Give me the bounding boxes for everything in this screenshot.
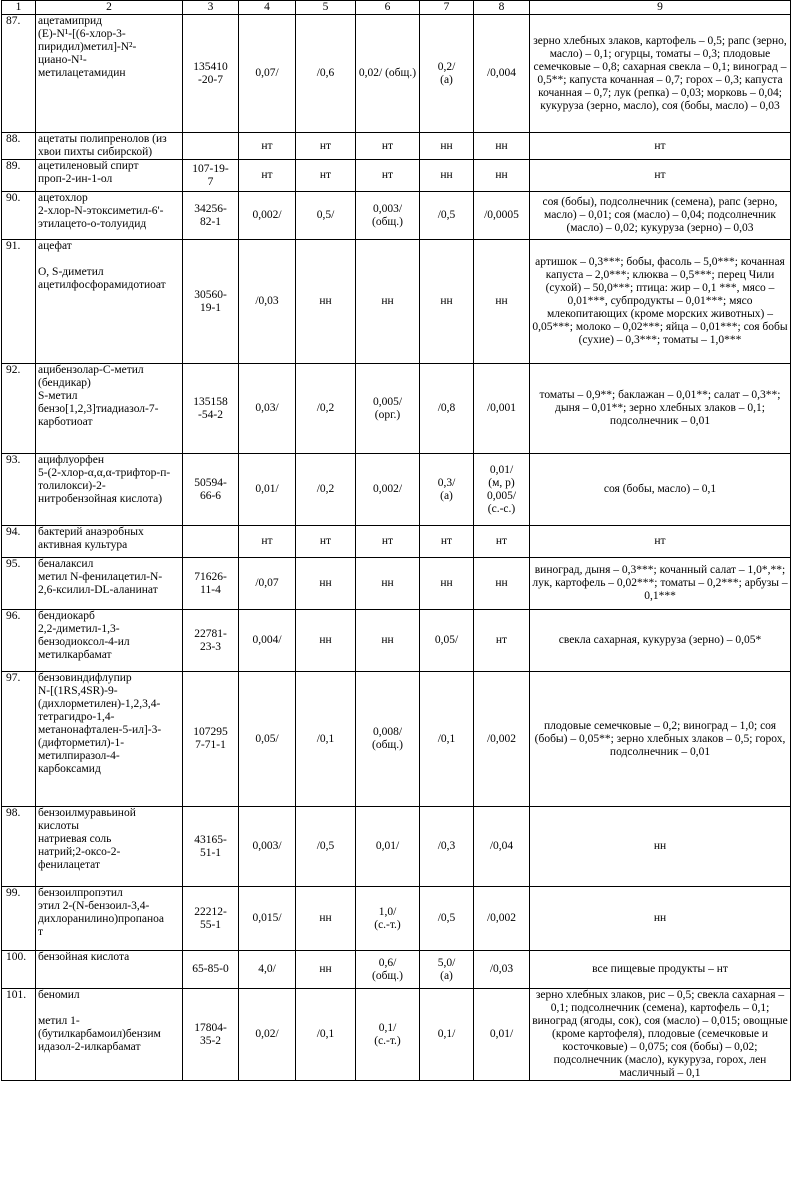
- residue-limits: все пищевые продукты – нт: [592, 963, 728, 975]
- substance-name-cell: [36, 133, 183, 160]
- value-col6-cell: [356, 672, 420, 807]
- row-number-cell: [2, 807, 36, 887]
- cas-number-cell: [183, 160, 239, 192]
- value-col4-cell: [239, 558, 296, 610]
- value-col8: /0,004: [486, 67, 517, 79]
- cas-number: 17804- 35-2: [194, 1021, 227, 1047]
- substance-name: ацифлуорфен 5-(2-хлор-α,α,α-трифтор-п- толилокси)-2- нитробензойная кислота): [38, 454, 171, 505]
- regulation-table: [1, 0, 791, 1081]
- cas-number: 71626- 11-4: [194, 570, 227, 596]
- value-col4: 0,004/: [252, 634, 282, 646]
- cas-number: 135410 -20-7: [193, 60, 228, 86]
- residue-limits: зерно хлебных злаков, картофель – 0,5; рапс (зерно, масло) – 0,1; огурцы, томаты – 0,3; плодовые семечковые – 0,8; сахарная свекла – 0,1; виноград – 0,5**; капуста кочанная – 0,7; горох – 0,3; капуста кочанная – 0,7; лук (репка) – 0,03; морковь – 0,04; кукуруза (зерно, масло), соя (бобы, масло) – 0,03: [533, 34, 787, 112]
- substance-name-cell: [36, 526, 183, 558]
- table-row: [2, 989, 791, 1081]
- value-col5-cell: [296, 887, 356, 951]
- value-col5: нт: [319, 169, 332, 181]
- value-col8: 0,01/: [489, 1028, 514, 1040]
- value-col7: 0,05/: [434, 634, 459, 646]
- cas-number-cell: [183, 989, 239, 1081]
- value-col5-cell: [296, 192, 356, 240]
- value-col6-cell: [356, 887, 420, 951]
- value-col7: /0,3: [437, 840, 456, 852]
- value-col5-cell: [296, 672, 356, 807]
- value-col8-cell: [474, 951, 530, 989]
- value-col4-cell: [239, 807, 296, 887]
- row-number: 98.: [6, 807, 21, 819]
- substance-name: беномил метил 1- (бутилкарбамоил)бензим идазол-2-илкарбамат: [38, 989, 161, 1053]
- value-col7: нт: [440, 535, 453, 547]
- value-col8: /0,001: [486, 402, 517, 414]
- value-col7: нн: [440, 577, 453, 589]
- cas-number: 107295 7-71-1: [193, 726, 228, 751]
- value-col4-cell: [239, 951, 296, 989]
- value-col6: 0,1/ (с.-т.): [374, 1021, 401, 1047]
- row-number-cell: [2, 133, 36, 160]
- value-col8: нт: [495, 634, 508, 646]
- substance-name-cell: [36, 160, 183, 192]
- value-col6-cell: [356, 240, 420, 364]
- value-col4: 0,015/: [252, 912, 282, 924]
- table-row: [2, 364, 791, 454]
- value-col5: /0,2: [316, 483, 335, 495]
- value-col4: 0,01/: [255, 483, 279, 495]
- value-col7: 0,2/ (а): [437, 60, 456, 86]
- residue-limits: нт: [654, 139, 666, 152]
- residue-limits-cell: [530, 526, 791, 558]
- value-col5: /0,1: [316, 732, 335, 745]
- row-number-cell: [2, 364, 36, 454]
- value-col4-cell: [239, 160, 296, 192]
- substance-name: ацетохлор 2-хлор-N-этоксиметил-6'- этилацето-о-толуидид: [38, 192, 164, 230]
- residue-limits: свекла сахарная, кукуруза (зерно) – 0,05*: [558, 634, 762, 646]
- row-number-cell: [2, 526, 36, 558]
- value-col7-cell: [420, 951, 474, 989]
- column-header: 2: [36, 1, 183, 15]
- value-col5-cell: [296, 454, 356, 526]
- substance-name-cell: [36, 364, 183, 454]
- substance-name-cell: [36, 951, 183, 989]
- value-col5: 0,5/: [316, 209, 335, 221]
- residue-limits: виноград, дыня – 0,3***; кочанный салат – 1,0*,**; лук, картофель – 0,02***; томаты – 0,2***; арбузы – 0,1***: [532, 564, 788, 602]
- value-col6-cell: [356, 526, 420, 558]
- value-col6-cell: [356, 951, 420, 989]
- value-col4: 4,0/: [258, 963, 276, 975]
- cas-number: 22781- 23-3: [194, 627, 227, 653]
- cas-number: 30560- 19-1: [194, 288, 227, 314]
- row-number: 91.: [6, 240, 21, 252]
- cas-number: 22212- 55-1: [194, 905, 227, 931]
- row-number: 90.: [6, 192, 21, 204]
- value-col8: 0,01/ (м, р) 0,005/ (с.-с.): [486, 463, 517, 515]
- value-col8-cell: [474, 526, 530, 558]
- value-col5: нн: [319, 577, 332, 589]
- table-row: [2, 526, 791, 558]
- value-col7-cell: [420, 192, 474, 240]
- value-col7: /0,5: [437, 912, 456, 924]
- table-row: [2, 610, 791, 672]
- column-header: 8: [474, 1, 530, 15]
- value-col5: /0,6: [316, 67, 335, 79]
- value-col7-cell: [420, 364, 474, 454]
- value-col4: 0,05/: [255, 732, 279, 745]
- value-col8-cell: [474, 454, 530, 526]
- value-col8-cell: [474, 989, 530, 1081]
- substance-name: бензоилмуравьиной кислоты натриевая соль натрий;2-оксо-2- фенилацетат: [38, 807, 136, 871]
- value-col4-cell: [239, 526, 296, 558]
- value-col6: 1,0/ (с.-т.): [374, 905, 401, 931]
- value-col4: /0,07: [255, 577, 279, 589]
- value-col8: нн: [495, 169, 508, 181]
- value-col6-cell: [356, 160, 420, 192]
- value-col6-cell: [356, 192, 420, 240]
- column-header: 6: [356, 1, 420, 15]
- value-col7-cell: [420, 989, 474, 1081]
- residue-limits: артишок – 0,3***; бобы, фасоль – 5,0***; кочанная капуста – 2,0***; клюква – 0,5***; перец Чили (сухой) – 50,0***; птица: жир – 0,1 ***, мясо – 0,01***, субпродукты – 0,01***; мясо млекопитающих (кроме морских животных) – 0,05***; молоко – 0,02***; яйца – 0,01***; соя бобы (сухие) – 0,3***; томаты – 1,0***: [532, 256, 788, 346]
- value-col6: 0,01/: [375, 840, 400, 852]
- cas-number-cell: [183, 672, 239, 807]
- residue-limits-cell: [530, 240, 791, 364]
- value-col4: нт: [261, 535, 273, 547]
- value-col7-cell: [420, 526, 474, 558]
- value-col4: 0,02/: [255, 1028, 279, 1040]
- value-col6-cell: [356, 454, 420, 526]
- row-number-cell: [2, 558, 36, 610]
- cas-number-cell: [183, 887, 239, 951]
- value-col8-cell: [474, 672, 530, 807]
- value-col7: 5,0/ (а): [437, 956, 456, 982]
- table-row: [2, 15, 791, 133]
- row-number-cell: [2, 989, 36, 1081]
- value-col6: 0,02/ (общ.): [358, 67, 417, 79]
- value-col6-cell: [356, 15, 420, 133]
- value-col7-cell: [420, 887, 474, 951]
- substance-name-cell: [36, 672, 183, 807]
- value-col5-cell: [296, 160, 356, 192]
- value-col8-cell: [474, 610, 530, 672]
- value-col5: нн: [319, 963, 332, 975]
- substance-name: ацефат O, S-диметил ацетилфосфорамидотиоат: [38, 240, 166, 291]
- value-col4: /0,03: [255, 295, 279, 307]
- column-header: 1: [2, 1, 36, 15]
- value-col8-cell: [474, 240, 530, 364]
- value-col8-cell: [474, 192, 530, 240]
- table-row: [2, 240, 791, 364]
- cas-number-cell: [183, 454, 239, 526]
- value-col5: /0,2: [316, 402, 335, 414]
- residue-limits-cell: [530, 454, 791, 526]
- substance-name-cell: [36, 558, 183, 610]
- row-number: 93.: [6, 454, 21, 466]
- substance-name-cell: [36, 989, 183, 1081]
- header-row: [2, 1, 791, 15]
- value-col8-cell: [474, 133, 530, 160]
- value-col4: нт: [261, 139, 273, 152]
- value-col7: 0,3/ (а): [437, 476, 456, 502]
- value-col7-cell: [420, 558, 474, 610]
- value-col6-cell: [356, 558, 420, 610]
- value-col4: 0,03/: [255, 402, 279, 414]
- cas-number-cell: [183, 133, 239, 160]
- residue-limits-cell: [530, 558, 791, 610]
- value-col4-cell: [239, 454, 296, 526]
- value-col5: нн: [319, 295, 332, 307]
- residue-limits-cell: [530, 192, 791, 240]
- row-number-cell: [2, 454, 36, 526]
- value-col4: 0,003/: [252, 840, 282, 852]
- row-number: 95.: [6, 558, 21, 570]
- value-col7: /0,1: [437, 732, 456, 745]
- value-col6-cell: [356, 133, 420, 160]
- residue-limits-cell: [530, 133, 791, 160]
- residue-limits-cell: [530, 951, 791, 989]
- value-col8: /0,04: [489, 840, 514, 852]
- value-col8-cell: [474, 558, 530, 610]
- value-col6: нн: [381, 577, 394, 589]
- value-col8: /0,002: [486, 912, 517, 924]
- substance-name: бензовиндифлупир N-[(1RS,4SR)-9- (дихлорметилен)-1,2,3,4- тетрагидро-1,4- метанонафтален-5-ил]-3- (дифторметил)-1- метилпиразол-4- карбоксамид: [38, 672, 162, 775]
- residue-limits: зерно хлебных злаков, рис – 0,5; свекла сахарная – 0,1; подсолнечник (семена), картофель – 0,1; виноград (ягоды, сок), соя (масло) – 0,015; овощные (кроме картофеля), плодовые (семечковые и косточковые) – 0,075; соя (бобы) – 0,02; подсолнечник (масло), кукуруза, горох, лен масличный – 0,1: [532, 989, 788, 1079]
- value-col6-cell: [356, 989, 420, 1081]
- value-col7-cell: [420, 807, 474, 887]
- substance-name: бензоилпропэтил этил 2-(N-бензоил-3,4- дихлоранилино)пропанoa т: [38, 887, 164, 938]
- residue-limits-cell: [530, 887, 791, 951]
- cas-number-cell: [183, 610, 239, 672]
- value-col8: нт: [495, 535, 508, 547]
- residue-limits-cell: [530, 610, 791, 672]
- residue-limits: нн: [653, 912, 667, 924]
- table-row: [2, 887, 791, 951]
- cas-number-cell: [183, 15, 239, 133]
- row-number-cell: [2, 15, 36, 133]
- substance-name: беналаксил метил N-фенилацетил-N- 2,6-ксилил-DL-аланинат: [38, 558, 163, 596]
- value-col6-cell: [356, 610, 420, 672]
- value-col5-cell: [296, 133, 356, 160]
- residue-limits-cell: [530, 807, 791, 887]
- value-col8-cell: [474, 807, 530, 887]
- value-col5-cell: [296, 240, 356, 364]
- value-col4-cell: [239, 15, 296, 133]
- row-number-cell: [2, 672, 36, 807]
- value-col7: нн: [440, 295, 453, 307]
- value-col4-cell: [239, 887, 296, 951]
- residue-limits: нт: [654, 169, 666, 181]
- column-header: 5: [296, 1, 356, 15]
- value-col5: нн: [319, 634, 332, 646]
- column-header: 7: [420, 1, 474, 15]
- value-col4: нт: [261, 169, 273, 181]
- value-col5-cell: [296, 15, 356, 133]
- value-col4-cell: [239, 610, 296, 672]
- row-number: 100.: [6, 951, 27, 963]
- cas-number-cell: [183, 558, 239, 610]
- residue-limits-cell: [530, 15, 791, 133]
- value-col7-cell: [420, 454, 474, 526]
- cas-number: 43165- 51-1: [194, 833, 227, 859]
- value-col8: /0,03: [489, 963, 514, 975]
- substance-name-cell: [36, 887, 183, 951]
- row-number: 89.: [6, 160, 21, 172]
- row-number: 94.: [6, 526, 21, 538]
- table-row: [2, 558, 791, 610]
- value-col5-cell: [296, 526, 356, 558]
- cas-number-cell: [183, 192, 239, 240]
- value-col4: 0,07/: [255, 67, 279, 79]
- value-col6: нн: [381, 295, 394, 307]
- value-col6: нт: [381, 139, 394, 152]
- cas-number: 107-19- 7: [192, 162, 229, 188]
- value-col7-cell: [420, 610, 474, 672]
- column-header: 9: [530, 1, 791, 15]
- residue-limits: соя (бобы), подсолнечник (семена), рапс (зерно, масло) – 0,01; соя (масло) – 0,04; подсолнечник (масло) – 0,02; кукуруза (зерно) – 0,03: [542, 196, 778, 234]
- value-col8-cell: [474, 160, 530, 192]
- value-col7-cell: [420, 240, 474, 364]
- value-col7-cell: [420, 672, 474, 807]
- residue-limits: плодовые семечковые – 0,2; виноград – 1,0; соя (бобы) – 0,05**; зерно хлебных злаков – 0,5; горох, подсолнечник – 0,01: [534, 719, 786, 758]
- cas-number: 65-85-0: [192, 963, 229, 975]
- substance-name: ацетаты полипренолов (из хвои пихты сибирской): [38, 133, 167, 158]
- row-number-cell: [2, 192, 36, 240]
- residue-limits-cell: [530, 989, 791, 1081]
- value-col6: 0,002/: [372, 483, 403, 495]
- value-col6: нт: [381, 169, 394, 181]
- value-col5-cell: [296, 364, 356, 454]
- residue-limits: нт: [654, 535, 666, 547]
- value-col5: нт: [319, 139, 332, 152]
- value-col5: нн: [319, 912, 332, 924]
- substance-name: бендиокарб 2,2-диметил-1,3- бензодиоксол-4-ил метилкарбамат: [38, 610, 130, 661]
- value-col8: нн: [495, 295, 508, 307]
- value-col4-cell: [239, 192, 296, 240]
- residue-limits: томаты – 0,9**; баклажан – 0,01**; салат – 0,3**; дыня – 0,01**; зерно хлебных злаков – 0,1; подсолнечник – 0,01: [539, 389, 781, 427]
- row-number-cell: [2, 887, 36, 951]
- residue-limits-cell: [530, 672, 791, 807]
- cas-number-cell: [183, 951, 239, 989]
- cas-number-cell: [183, 240, 239, 364]
- row-number-cell: [2, 610, 36, 672]
- substance-name-cell: [36, 807, 183, 887]
- row-number: 92.: [6, 364, 21, 376]
- value-col6: 0,008/ (общ.): [372, 726, 403, 751]
- substance-name: бензойная кислота: [38, 951, 130, 963]
- cas-number: 50594- 66-6: [194, 476, 227, 502]
- substance-name: бактерий анаэробных активная культура: [38, 526, 144, 551]
- value-col5-cell: [296, 989, 356, 1081]
- value-col7-cell: [420, 133, 474, 160]
- row-number: 97.: [6, 672, 21, 684]
- value-col7: /0,5: [437, 209, 456, 221]
- value-col6: 0,6/ (общ.): [372, 956, 403, 982]
- substance-name: ацибензолар-С-метил (бендикар) S-метил бензо[1,2,3]тиадиазол-7- карботиоат: [38, 364, 159, 428]
- residue-limits: нн: [653, 840, 667, 852]
- cas-number-cell: [183, 807, 239, 887]
- row-number: 99.: [6, 887, 21, 899]
- residue-limits: соя (бобы, масло) – 0,1: [603, 483, 717, 495]
- value-col8: нн: [495, 577, 508, 589]
- value-col8-cell: [474, 887, 530, 951]
- value-col5-cell: [296, 951, 356, 989]
- value-col5: нт: [319, 535, 332, 547]
- value-col7: /0,8: [437, 402, 456, 414]
- row-number-cell: [2, 951, 36, 989]
- value-col5-cell: [296, 807, 356, 887]
- value-col5-cell: [296, 610, 356, 672]
- table-row: [2, 672, 791, 807]
- table-row: [2, 951, 791, 989]
- row-number-cell: [2, 160, 36, 192]
- value-col6-cell: [356, 807, 420, 887]
- value-col4-cell: [239, 364, 296, 454]
- value-col5: /0,5: [316, 840, 335, 852]
- value-col8: /0,0005: [484, 209, 519, 221]
- value-col5-cell: [296, 558, 356, 610]
- value-col4: 0,002/: [252, 209, 282, 221]
- value-col8-cell: [474, 15, 530, 133]
- column-header: 3: [183, 1, 239, 15]
- table-row: [2, 807, 791, 887]
- value-col4-cell: [239, 672, 296, 807]
- value-col7: 0,1/: [437, 1028, 456, 1040]
- cas-number-cell: [183, 526, 239, 558]
- row-number: 87.: [6, 15, 21, 27]
- value-col4-cell: [239, 989, 296, 1081]
- substance-name-cell: [36, 240, 183, 364]
- residue-limits-cell: [530, 160, 791, 192]
- value-col5: /0,1: [316, 1028, 335, 1040]
- value-col4-cell: [239, 240, 296, 364]
- cas-number-cell: [183, 364, 239, 454]
- value-col8-cell: [474, 364, 530, 454]
- substance-name: ацетамиприд (E)-N¹-[(6-хлор-3- пиридил)метил]-N²- циано-N¹- метилацетамидин: [38, 15, 137, 79]
- cas-number: 34256- 82-1: [194, 202, 227, 228]
- column-header: 4: [239, 1, 296, 15]
- value-col7: нн: [440, 169, 453, 181]
- substance-name-cell: [36, 192, 183, 240]
- table-row: [2, 160, 791, 192]
- substance-name: ацетиленовый спирт проп-2-ин-1-ол: [38, 160, 139, 185]
- value-col8: /0,002: [486, 732, 517, 745]
- row-number: 88.: [6, 133, 21, 145]
- row-number: 96.: [6, 610, 21, 622]
- value-col6: нт: [381, 535, 394, 547]
- row-number: 101.: [6, 989, 27, 1001]
- table-row: [2, 454, 791, 526]
- value-col8: нн: [495, 139, 508, 152]
- value-col6: 0,003/ (общ.): [372, 202, 403, 228]
- value-col7-cell: [420, 160, 474, 192]
- value-col6: 0,005/ (орг.): [372, 395, 403, 421]
- table-row: [2, 133, 791, 160]
- cas-number: 135158 -54-2: [193, 395, 228, 421]
- value-col4-cell: [239, 133, 296, 160]
- value-col7-cell: [420, 15, 474, 133]
- row-number-cell: [2, 240, 36, 364]
- substance-name-cell: [36, 610, 183, 672]
- residue-limits-cell: [530, 364, 791, 454]
- value-col6: нн: [381, 634, 394, 646]
- value-col6-cell: [356, 364, 420, 454]
- table-row: [2, 192, 791, 240]
- substance-name-cell: [36, 15, 183, 133]
- substance-name-cell: [36, 454, 183, 526]
- value-col7: нн: [440, 139, 453, 152]
